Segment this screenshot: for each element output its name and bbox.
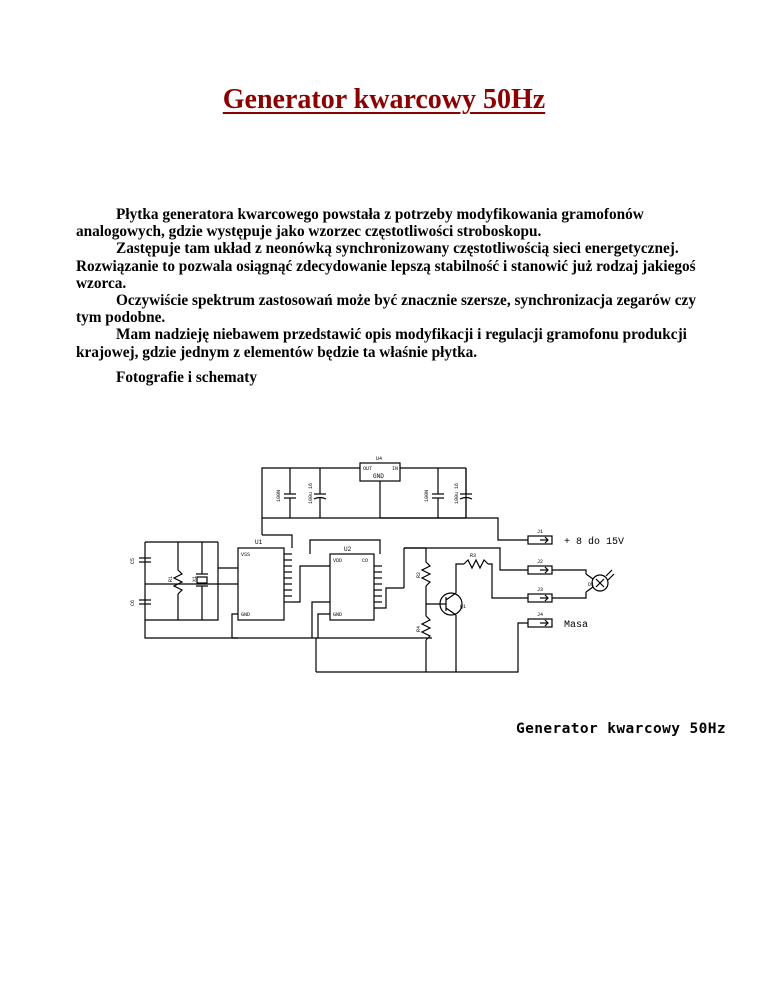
j3-label: J3 (537, 587, 544, 593)
ic-u2 (330, 546, 382, 620)
capacitor-c2 (308, 468, 326, 518)
crystal-x1 (192, 542, 208, 620)
photos-heading: Fotografie i schematy (116, 369, 258, 386)
paragraph: Płytka generatora kwarcowego powstała z potrzeby modyfikowania gramofonów analogowych, gdzie występuje jako wzorzec częstotliwości stroboskopu. (76, 206, 644, 241)
u4-gnd-label: GND (373, 473, 384, 480)
j2-label: J2 (537, 559, 544, 565)
r2-label: R2 (416, 571, 422, 578)
resistor-r2 (416, 548, 430, 592)
connector-j2 (528, 559, 552, 574)
capacitor-c6 (130, 600, 151, 606)
led-d1 (586, 570, 614, 592)
ic-u1 (238, 539, 292, 620)
capacitor-c5 (130, 558, 151, 564)
u2-label: U2 (344, 546, 352, 553)
capacitor-c4 (454, 468, 472, 518)
c3-label: 100N (424, 489, 430, 502)
r1-label: R1 (168, 575, 174, 582)
connector-j4 (528, 612, 552, 627)
u1-pin-label: VSS (241, 552, 251, 558)
u4-out-label: OUT (363, 466, 373, 472)
page-title: Generator kwarcowy 50Hz (222, 84, 546, 115)
paragraph: Mam nadzieję niebawem przedstawić opis modyfikacji i regulacji gramofonu produkcji krajowej, gdzie jednym z elementów będzie ta właśnie płytka. (76, 326, 687, 361)
circuit-schematic (0, 440, 768, 680)
q1-label: Q1 (460, 604, 467, 610)
d1-label: D1 (588, 582, 595, 588)
c2-label: 100u 16 (308, 482, 314, 504)
c6-label: C6 (130, 599, 136, 606)
paragraph: Oczywiście spektrum zastosowań może być znacznie szersze, synchronizacja zegarów czy tym podobne. (76, 292, 696, 327)
c1-label: 100N (276, 489, 282, 502)
u1-gnd-label: GND (241, 612, 251, 618)
paragraph: Zastępuje tam układ z neonówką synchronizowany częstotliwością sieci energetycznej. Rozwiązanie to pozwala osiągnąć zdecydowanie lepszą stabilność i stanowić już rodzaj jakiegoś wzorca. (76, 240, 696, 292)
ground-label: Masa (564, 620, 589, 631)
j4-label: J4 (537, 612, 544, 618)
u1-label: U1 (255, 539, 263, 546)
capacitor-c3 (424, 468, 444, 518)
r3-label: R3 (470, 553, 477, 559)
transistor-q1 (440, 593, 466, 615)
capacitor-c1 (276, 468, 296, 518)
u2-co-label: CO (362, 558, 369, 564)
schematic-caption: Generator kwarcowy 50Hz (516, 721, 726, 737)
connector-j3 (528, 587, 552, 602)
u4-label: U4 (376, 456, 383, 462)
body-text (76, 206, 696, 361)
x1-label: X1 (192, 575, 198, 582)
c5-label: C5 (130, 557, 136, 564)
resistor-r1 (168, 542, 182, 620)
voltage-regulator-u4 (360, 456, 400, 481)
supply-label: + 8 do 15V (564, 537, 625, 548)
u2-vdd-label: VDD (333, 558, 343, 564)
c4-label: 100u 16 (454, 482, 460, 504)
r4-label: R4 (416, 625, 422, 632)
j1-label: J1 (537, 529, 544, 535)
u4-in-label: IN (392, 466, 399, 472)
connector-j1 (528, 529, 552, 544)
u2-gnd-label: GND (333, 612, 343, 618)
